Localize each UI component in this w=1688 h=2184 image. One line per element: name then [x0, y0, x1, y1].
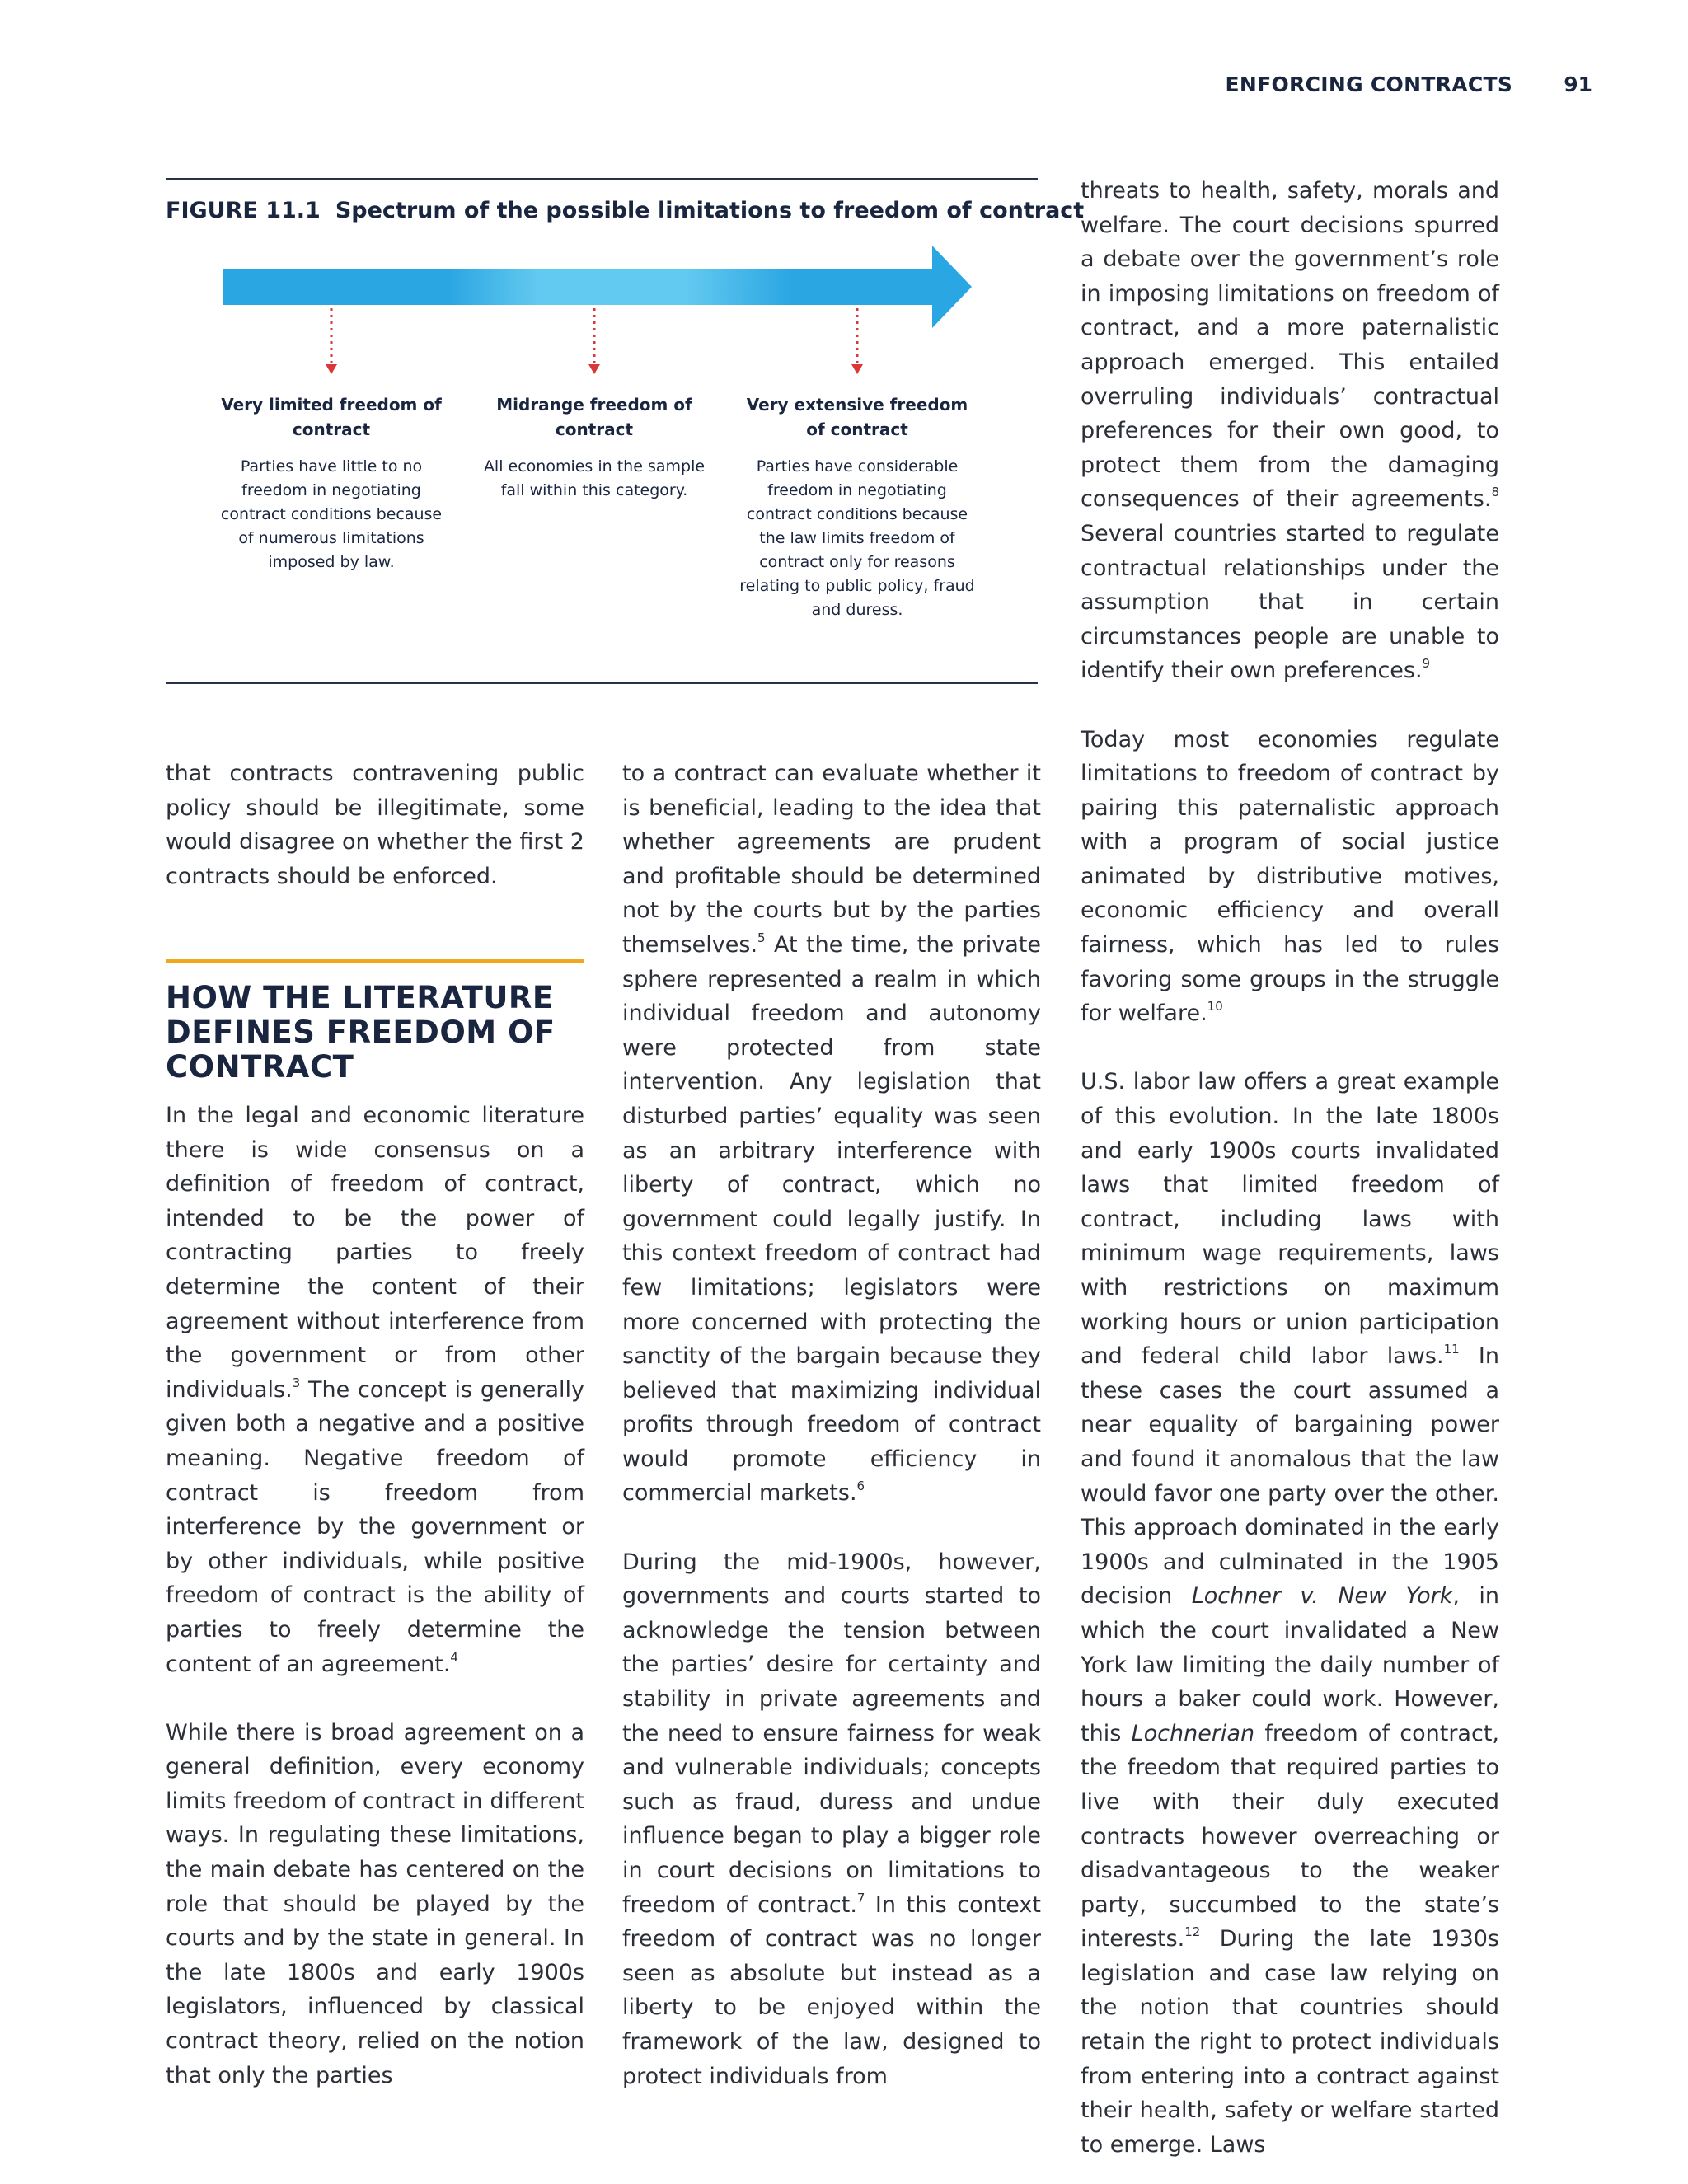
- page-number: 91: [1564, 73, 1592, 96]
- marker-very-limited: [326, 308, 337, 374]
- column-1-top: [166, 757, 584, 893]
- figure-caption: [166, 198, 1084, 223]
- footnote-ref[interactable]: 6: [856, 1479, 865, 1494]
- figure-title: Spectrum of the possible limitations to freedom of contract: [335, 198, 1085, 223]
- marker-midrange: [588, 308, 600, 374]
- figure-11-1: [166, 178, 1085, 684]
- footnote-ref[interactable]: 8: [1491, 485, 1499, 500]
- paragraph: Today most economies regulate limitations to freedom of contract by pairing this paternalistic approach with a program of social justice animated by distributive motives, economic efficiency and overall fairness, which has led to rules favoring some groups in the struggle for welfare.$^{10}$: [1081, 726, 1499, 1027]
- figure-label: FIGURE 11.1: [166, 198, 321, 223]
- spectrum-arrow: [166, 246, 1038, 390]
- column-1-body: [166, 1099, 584, 2093]
- case-name: Lochner v. New York: [1191, 1583, 1453, 1610]
- paragraph: U.S. labor law offers a great example of this evolution. In the late 1800s and early 1900s courts invalidated laws that limited freedom of contract, including laws with minimum wage requirements, laws with restrictions on maximum working hours or union participation and federal child labor laws.$^{11}$ In these cases the court assumed a near equality of bargaining power and found it anomalous that the law would favor one party over the other. This approach dominated in the early 1900s and culminated in the 1905 decision Lochner v. New York, in which the court invalidated a New York law limiting the daily number of hours a baker could work. However, this Lochnerian freedom of contract, the freedom that required parties to live with their duly executed contracts however overreaching or disadvantageous to the weaker party, succumbed to the state’s interests.$^{12}$ During the late 1930s legislation and case law relying on the notion that countries should retain the right to protect individuals from entering into a contract against their health, safety or welfare started to emerge. Laws: [1081, 1069, 1500, 2158]
- category-description: Parties have considerable freedom in negotiating contract conditions because the law limits freedom of contract only for reasons relating to public policy, fraud and duress.: [739, 457, 975, 619]
- category-very-limited: [212, 392, 451, 574]
- section-heading: HOW THE LITERATURE DEFINES FREEDOM OF CONTRACT: [166, 980, 556, 1085]
- column-2: [622, 757, 1041, 2093]
- footnote-ref[interactable]: 3: [292, 1375, 301, 1390]
- category-description: Parties have little to no freedom in negotiating contract conditions because of numerous limitations imposed by law.: [220, 457, 443, 571]
- category-description: All economies in the sample fall within this category.: [483, 457, 706, 499]
- category-very-extensive: [738, 392, 977, 622]
- paragraph: In the legal and economic literature there is wide consensus on a definition of freedom of contract, intended to be the power of contracting parties to freely determine the content of their agreement without interference from the government or from other individuals.$^3$ The concept is generally given both a negative and a positive meaning. Negative freedom of contract is freedom from interference by the government or by other individuals, while positive freedom of contract is the ability of parties to freely determine the content of an agreement.$^4$: [166, 1103, 584, 1677]
- category-title: Midrange freedom of contract: [496, 395, 692, 439]
- footnote-ref[interactable]: 4: [450, 1649, 458, 1665]
- footnote-ref[interactable]: 11: [1443, 1342, 1460, 1357]
- category-midrange: [475, 392, 714, 503]
- paragraph: threats to health, safety, morals and welfare. The court decisions spurred a debate over the government’s role in imposing limitations on freedom of contract, and a more paternalistic approach emerged. This entailed overruling individuals’ contractual preferences for their own good, to protect them from the damaging consequences of their agreements.$^8$ Several countries started to regulate contractual relationships under the assumption that in certain circumstances people are unable to identify their own preferences.$^9$: [1081, 178, 1499, 684]
- running-header: [1226, 73, 1592, 96]
- paragraph: While there is broad agreement on a general definition, every economy limits freedom of contract in different ways. In regulating these limitations, the main debate has centered on the role that should be played by the courts and by the state in general. In the late 1800s and early 1900s legislators, influenced by classical contract theory, relied on the notion that only the parties: [166, 1719, 584, 2088]
- section-title: ENFORCING CONTRACTS: [1225, 73, 1513, 96]
- footnote-ref[interactable]: 5: [757, 930, 766, 945]
- paragraph: to a contract can evaluate whether it is beneficial, leading to the idea that whether agreements are prudent and profitable should be determined not by the courts but by the parties themselves.$^5$ At the time, the private sphere represented a realm in which individual freedom and autonomy were protected from state intervention. Any legislation that disturbed parties’ equality was seen as an arbitrary interference with liberty of contract, which no government could legally justify. In this context freedom of contract had few limitations; legislators were more concerned with protecting the sanctity of the bargain because they believed that maximizing individual profits through freedom of contract would promote efficiency in commercial markets.$^6$: [622, 761, 1041, 1507]
- footnote-ref[interactable]: 10: [1207, 999, 1223, 1015]
- footnote-ref[interactable]: 12: [1184, 1924, 1201, 1940]
- paragraph: During the mid-1900s, however, governments and courts started to acknowledge the tension between the parties’ desire for certainty and stability in private agreements and the need to ensure fairness for weak and vulnerable individuals; concepts such as fraud, duress and undue influence began to play a bigger role in court decisions on limitations to freedom of contract.$^7$ In this context freedom of contract was no longer seen as absolute but instead as a liberty to be enjoyed within the framework of the law, designed to protect individuals from: [622, 1549, 1041, 2089]
- column-3: [1081, 174, 1499, 2162]
- lochnerian-term: Lochnerian: [1131, 1720, 1255, 1746]
- section-divider: [166, 959, 584, 963]
- spectrum-arrow-shape: [223, 246, 972, 328]
- marker-very-extensive: [851, 308, 863, 374]
- footnote-ref[interactable]: 9: [1422, 656, 1431, 672]
- footnote-ref[interactable]: 7: [856, 1890, 865, 1905]
- paragraph: that contracts contravening public policy should be illegitimate, some would disagree on whether the first 2 contracts should be enforced.: [166, 761, 584, 889]
- category-title: Very limited freedom of contract: [221, 395, 442, 439]
- category-title: Very extensive freedom of contract: [746, 395, 968, 439]
